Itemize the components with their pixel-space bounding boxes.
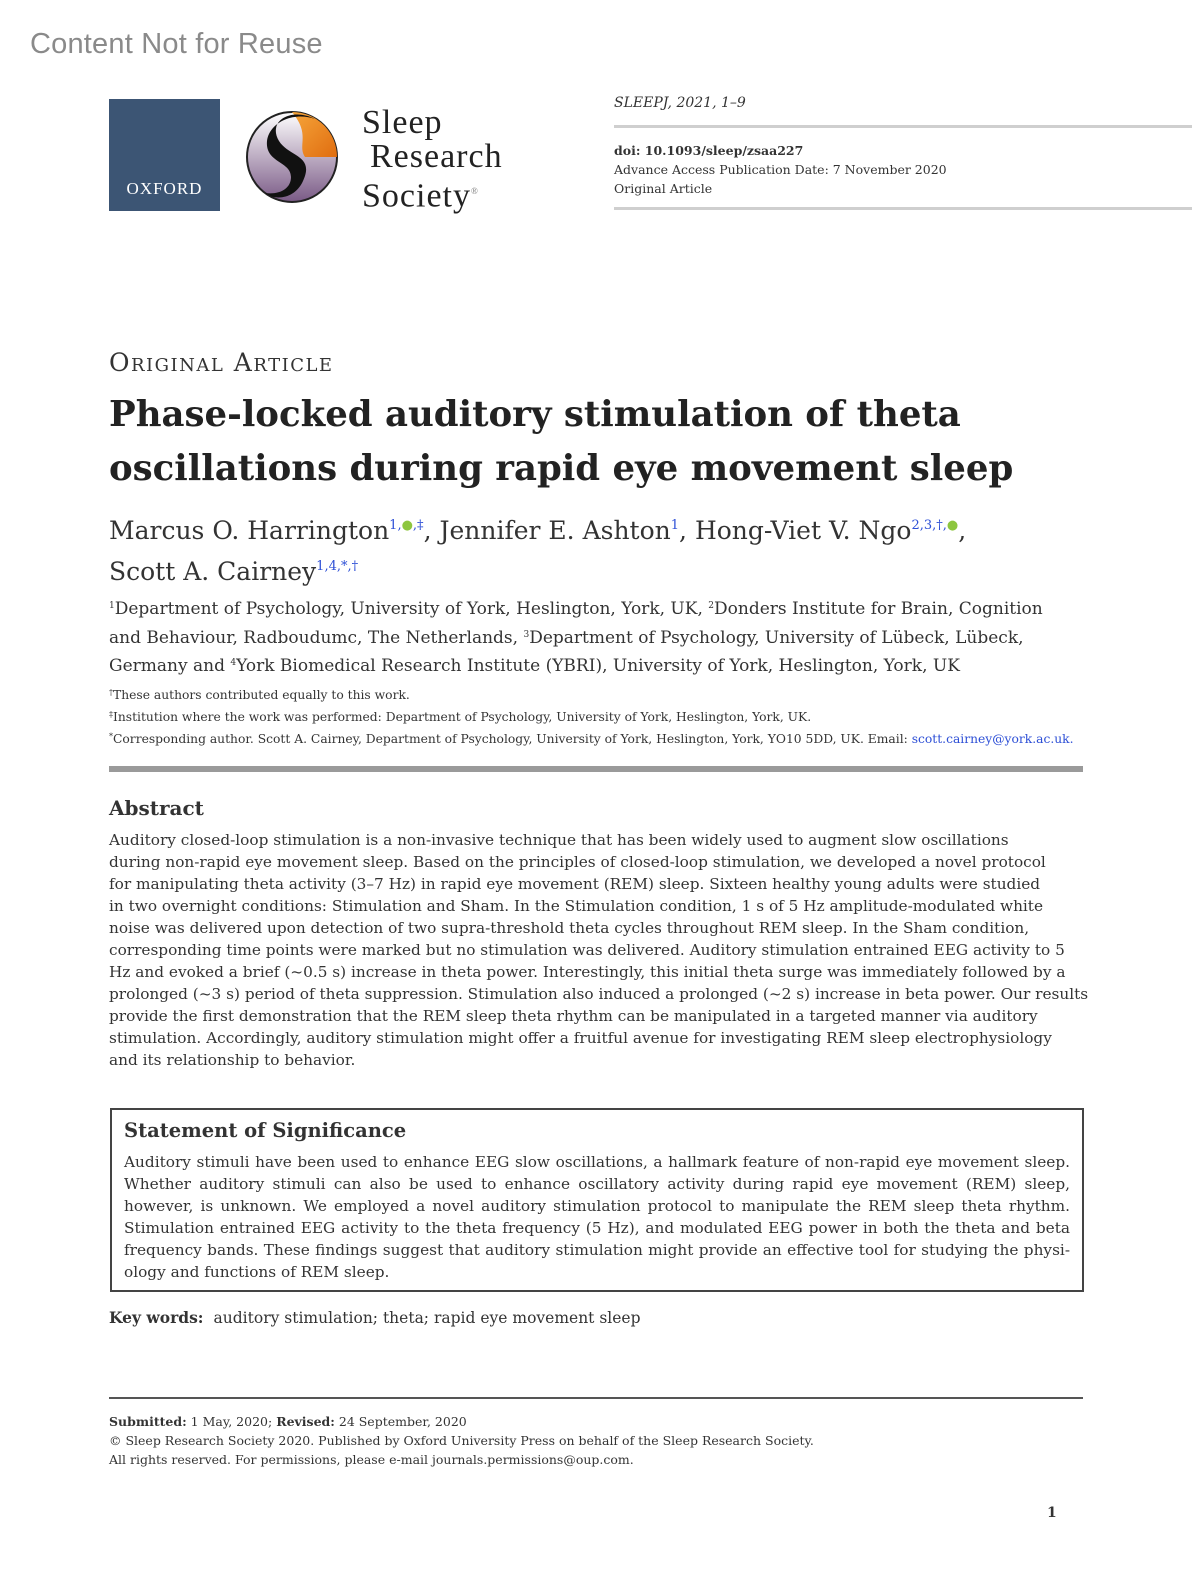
author-name[interactable]: Jennifer E. Ashton xyxy=(439,516,671,545)
section-divider xyxy=(109,766,1083,772)
affiliation-line: $^1$Department of Psychology, University of York, Heslington, York, UK, $^2$Donders Institute for Brain, Cognition xyxy=(109,599,1043,619)
significance-line: however, is unknown. We employed a novel auditory stimulation protocol to manipulate the REM sleep theta rhythm. xyxy=(124,1197,1070,1215)
header-divider-bottom xyxy=(614,207,1192,210)
abstract-line: and its relationship to behavior. xyxy=(109,1051,356,1069)
society-name-line: Research xyxy=(370,138,503,175)
corresponding-email-link[interactable]: scott.cairney@york.ac.uk. xyxy=(911,732,1074,746)
significance-body xyxy=(124,1151,1070,1283)
abstract-line: noise was delivered upon detection of two supra-threshold theta cycles throughout REM sleep. In the Sham condition, xyxy=(109,919,1030,937)
author-superscript: 2,3,†,● xyxy=(911,518,959,533)
footer xyxy=(109,1412,814,1469)
abstract-line: Hz and evoked a brief (~0.5 s) increase in theta power. Interestingly, this initial theta surge was immediately followed by a xyxy=(109,963,1066,981)
society-name xyxy=(362,106,503,213)
article-category: Original Article xyxy=(614,181,713,196)
header-divider-top xyxy=(614,125,1192,128)
significance-heading: Statement of Significance xyxy=(124,1119,407,1142)
orcid-icon[interactable]: ● xyxy=(401,518,413,533)
abstract-line: in two overnight conditions: Stimulation and Sham. In the Stimulation condition, 1 s of 5 Hz amplitude-modulated white xyxy=(109,897,1044,915)
author-name[interactable]: Marcus O. Harrington xyxy=(109,516,390,545)
abstract-line: corresponding time points were marked but no stimulation was delivered. Auditory stimulation entrained EEG activity to 5 xyxy=(109,941,1065,959)
author-line xyxy=(109,549,966,590)
society-name-line: Sleep xyxy=(362,104,443,141)
author-name[interactable]: Scott A. Cairney xyxy=(109,557,317,586)
doi-link[interactable]: doi: 10.1093/sleep/zsaa227 xyxy=(614,143,804,158)
significance-line: ology and functions of REM sleep. xyxy=(124,1263,390,1281)
watermark: Content Not for Reuse xyxy=(30,28,323,60)
significance-line: Stimulation entrained EEG activity to the theta frequency (5 Hz), and modulated EEG power in both the theta and beta xyxy=(124,1219,1070,1237)
keywords-label: Key words: xyxy=(109,1308,204,1327)
article-title xyxy=(109,388,1109,496)
keywords-text: auditory stimulation; theta; rapid eye movement sleep xyxy=(213,1309,641,1327)
author-name[interactable]: Hong-Viet V. Ngo xyxy=(694,516,912,545)
article-meta xyxy=(614,141,947,198)
oxford-logo-text: OXFORD xyxy=(126,179,203,198)
oxford-logo[interactable] xyxy=(109,99,220,211)
author-notes xyxy=(109,683,1074,749)
author-note: *Corresponding author. Scott A. Cairney, Department of Psychology, University of York, Heslington, York, YO10 5DD, UK. Email: scott.cairney@york.ac.uk. xyxy=(109,732,1074,746)
footer-divider xyxy=(109,1397,1083,1399)
significance-line: frequency bands. These findings suggest that auditory stimulation might provide an effective tool for studying the physi- xyxy=(124,1241,1070,1259)
affiliation-line: and Behaviour, Radboudumc, The Netherlands, $^3$Department of Psychology, University of Lübeck, Lübeck, xyxy=(109,627,1024,648)
rights-notice: All rights reserved. For permissions, please e-mail journals.permissions@oup.com. xyxy=(109,1452,634,1467)
sleep-research-society-logo xyxy=(245,105,340,210)
author-line: Marcus O. Harrington$^{1,●,\ddagger}$, Jennifer E. Ashton$^1$, Hong-Viet V. Ngo$^{2,3,\dagger,●}$, xyxy=(109,516,967,545)
author-note: †These authors contributed equally to this work. xyxy=(109,688,410,702)
abstract-line: prolonged (~3 s) period of theta suppression. Stimulation also induced a prolonged (~2 s) increase in beta power. Our results xyxy=(109,985,1089,1003)
affiliations xyxy=(109,594,1089,680)
title-line: oscillations during rapid eye movement sleep xyxy=(109,448,1014,489)
article-type-label: Original Article xyxy=(109,348,334,377)
title-line: Phase-locked auditory stimulation of theta xyxy=(109,394,961,435)
abstract-line: for manipulating theta activity (3–7 Hz) in rapid eye movement (REM) sleep. Sixteen healthy young adults were studied xyxy=(109,875,1041,893)
abstract-line: during non-rapid eye movement sleep. Based on the principles of closed-loop stimulation, we developed a novel protocol xyxy=(109,853,1046,871)
publication-date: Advance Access Publication Date: 7 November 2020 xyxy=(614,162,947,177)
society-name-line: Society® xyxy=(362,177,478,215)
abstract-body xyxy=(109,829,1089,1071)
submission-dates: Submitted: 1 May, 2020; Revised: 24 September, 2020 xyxy=(109,1414,467,1429)
orcid-icon[interactable]: ● xyxy=(946,518,959,533)
page-number: 1 xyxy=(1047,1505,1057,1521)
copyright-notice: © Sleep Research Society 2020. Published by Oxford University Press on behalf of the Sleep Research Society. xyxy=(109,1433,814,1448)
author-superscript: 1 xyxy=(670,518,680,533)
abstract-line: stimulation. Accordingly, auditory stimulation might offer a fruitful avenue for investigating REM sleep electrophysiology xyxy=(109,1029,1052,1047)
author-note: ‡Institution where the work was performed: Department of Psychology, University of York, Heslington, York, UK. xyxy=(109,710,812,724)
abstract-line: provide the first demonstration that the REM sleep theta rhythm can be manipulated in a targeted manner via auditory xyxy=(109,1007,1038,1025)
author-superscript: 1,4,*,† xyxy=(316,559,359,574)
abstract-heading: Abstract xyxy=(109,796,204,820)
significance-line: Auditory stimuli have been used to enhance EEG slow oscillations, a hallmark feature of non-rapid eye movement sleep. xyxy=(124,1153,1070,1171)
journal-citation: SLEEPJ, 2021, 1–9 xyxy=(614,95,746,111)
abstract-line: Auditory closed-loop stimulation is a non-invasive technique that has been widely used to augment slow oscillations xyxy=(109,831,1009,849)
author-superscript: 1,●,‡ xyxy=(389,518,424,533)
significance-line: Whether auditory stimuli can also be used to enhance oscillatory activity during rapid eye movement (REM) sleep, xyxy=(124,1175,1070,1193)
author-list xyxy=(109,508,966,590)
keywords xyxy=(109,1308,641,1327)
affiliation-line: Germany and $^4$York Biomedical Research Institute (YBRI), University of York, Heslington, York, UK xyxy=(109,656,960,676)
registered-mark: ® xyxy=(470,186,478,196)
